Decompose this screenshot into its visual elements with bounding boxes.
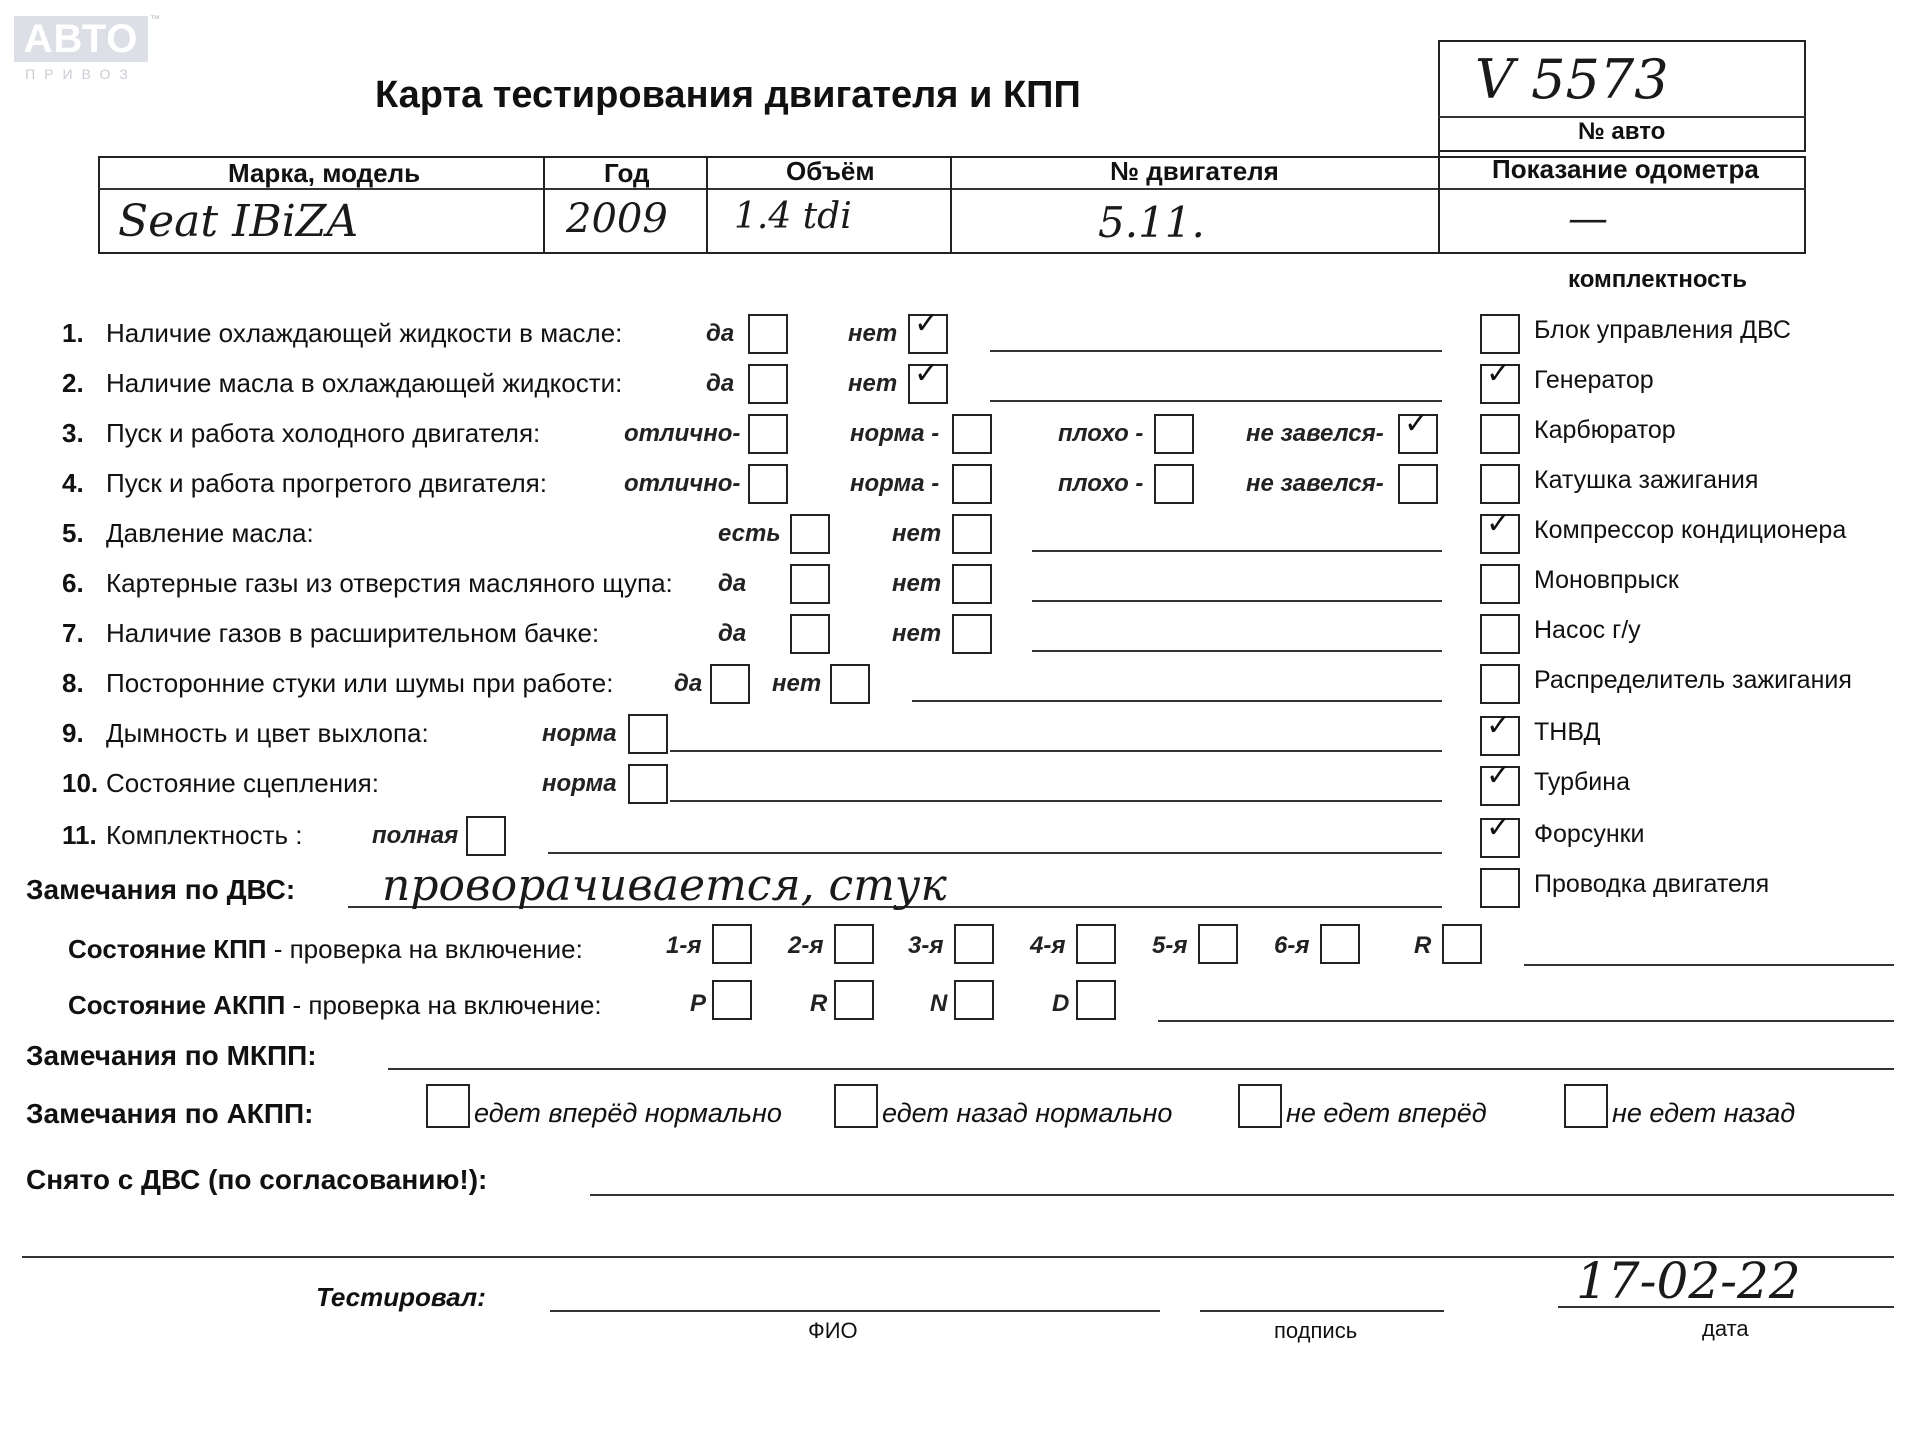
kpp-gear-checkbox[interactable] [1076,924,1116,964]
option-label: норма [542,770,617,797]
question-9-option-checkbox[interactable] [628,714,668,754]
akpp-mode-checkbox[interactable] [1076,980,1116,1020]
option-label: да [718,620,747,647]
option-label: не завелся- [1246,420,1384,447]
removed-label: Снято с ДВС (по согласованию!): [26,1164,488,1195]
answer-line [1032,550,1442,552]
question-8-option-checkbox[interactable] [830,664,870,704]
logo-subtitle: ПРИВОЗ [25,66,137,82]
answer-line [912,700,1442,702]
check-mark-icon: ✓ [1404,406,1430,441]
kpp-gear-label: R [1414,932,1432,959]
question-text: Пуск и работа холодного двигателя: [106,418,541,448]
kpp-gear-label: 1-я [666,932,702,959]
option-label: норма - [850,470,940,497]
question-6-option-checkbox[interactable] [790,564,830,604]
value-brand-model: Seat IBiZA [118,196,359,247]
question-number: 11. [62,820,97,850]
option-label: нет [848,370,898,397]
akpp-remark-checkbox[interactable] [426,1084,470,1128]
question-4-option-checkbox[interactable] [1154,464,1194,504]
question-number: 5. [62,518,84,548]
question-6-option-checkbox[interactable] [952,564,992,604]
check-mark-icon: ✓ [1486,708,1512,743]
akpp-remark-label: не едет вперёд [1286,1098,1487,1128]
akpp-remark-checkbox[interactable] [834,1084,878,1128]
question-1-option-checkbox[interactable] [908,306,948,354]
component-label: Карбюратор [1534,416,1676,444]
akpp-mode-label: R [810,990,828,1017]
question-text: Комплектность : [106,820,303,850]
akpp-remarks-label: Замечания по АКПП: [26,1098,314,1129]
akpp-remark-checkbox[interactable] [1564,1084,1608,1128]
akpp-remark-label: едет назад нормально [882,1098,1173,1128]
question-text: Дымность и цвет выхлопа: [106,718,429,748]
date-value: 17-02-22 [1576,1252,1801,1310]
kpp-gear-checkbox[interactable] [834,924,874,964]
option-label: да [706,370,735,397]
kpp-gear-label: 5-я [1152,932,1188,959]
value-odometer: — [1568,196,1608,242]
option-label: плохо - [1058,420,1144,447]
option-label: нет [892,620,942,647]
question-text: Состояние сцепления: [106,768,379,798]
component-checkbox[interactable] [1480,464,1520,504]
check-mark-icon: ✓ [914,306,940,341]
logo: АВТО [14,16,148,62]
akpp-mode-label: P [690,990,707,1017]
akpp-mode-checkbox[interactable] [954,980,994,1020]
question-number: 3. [62,418,84,448]
question-number: 1. [62,318,84,348]
value-engine-number: 5.11. [1098,198,1205,247]
answer-line [670,750,1442,752]
header-engine-number: № двигателя [1110,156,1279,186]
option-label: да [674,670,703,697]
answer-line [990,350,1442,352]
question-number: 4. [62,468,84,498]
question-1-option-checkbox[interactable] [748,314,788,354]
component-label: Турбина [1534,768,1630,796]
engine-remarks-label: Замечания по ДВС: [26,874,296,905]
component-checkbox[interactable] [1480,314,1520,354]
question-number: 6. [62,568,84,598]
car-number-label: № авто [1578,118,1666,145]
tested-label: Тестировал: [316,1282,486,1312]
question-number: 8. [62,668,84,698]
question-number: 9. [62,718,84,748]
question-7-option-checkbox[interactable] [952,614,992,654]
kpp-gear-label: 6-я [1274,932,1310,959]
question-number: 2. [62,368,84,398]
question-10-option-checkbox[interactable] [628,764,668,804]
value-volume: 1.4 tdi [734,196,852,237]
question-number: 7. [62,618,84,648]
option-label: норма - [850,420,940,447]
kpp-gear-label: 4-я [1030,932,1066,959]
akpp-label [68,990,602,1021]
component-checkbox[interactable] [1480,868,1520,908]
component-label: Катушка зажигания [1534,466,1759,494]
component-checkbox[interactable] [1480,708,1520,756]
option-label: да [718,570,747,597]
question-5-option-checkbox[interactable] [952,514,992,554]
answer-line [548,852,1442,854]
question-number: 10. [62,768,99,798]
component-checkbox[interactable] [1480,356,1520,404]
akpp-mode-checkbox[interactable] [834,980,874,1020]
kpp-gear-label: 3-я [908,932,944,959]
logo-trademark: ™ [150,14,160,25]
header-volume: Объём [786,156,875,186]
component-label: Проводка двигателя [1534,870,1770,898]
page-title: Карта тестирования двигателя и КПП [375,74,1081,116]
question-3-option-checkbox[interactable] [1154,414,1194,454]
question-7-option-checkbox[interactable] [790,614,830,654]
component-label: Моновпрыск [1534,566,1679,594]
date-caption: дата [1702,1316,1749,1341]
question-text: Давление масла: [106,518,314,548]
car-number-value: V 5573 [1475,48,1669,111]
question-text: Посторонние стуки или шумы при работе: [106,668,614,698]
check-mark-icon: ✓ [1486,506,1512,541]
question-4-option-checkbox[interactable] [952,464,992,504]
mkpp-remarks-label: Замечания по МКПП: [26,1040,317,1071]
option-label: норма [542,720,617,747]
question-8-option-checkbox[interactable] [710,664,750,704]
component-label: Насос г/у [1534,616,1641,644]
question-3-option-checkbox[interactable] [952,414,992,454]
kpp-label [68,934,583,965]
question-4-option-checkbox[interactable] [1398,464,1438,504]
option-label: отлично- [624,420,741,447]
fio-caption: ФИО [808,1318,858,1343]
check-mark-icon: ✓ [1486,356,1512,391]
check-mark-icon: ✓ [1486,758,1512,793]
question-11-option-checkbox[interactable] [466,816,506,856]
component-checkbox[interactable] [1480,810,1520,858]
akpp-remark-label: не едет назад [1612,1098,1796,1128]
akpp-label-bold: Состояние АКПП [68,990,286,1020]
question-text: Пуск и работа прогретого двигателя: [106,468,547,498]
akpp-mode-checkbox[interactable] [712,980,752,1020]
component-checkbox[interactable] [1480,414,1520,454]
answer-line [1032,650,1442,652]
kpp-gear-checkbox[interactable] [954,924,994,964]
component-label: Генератор [1534,366,1654,394]
question-3-option-checkbox[interactable] [1398,406,1438,454]
value-year: 2009 [566,196,668,242]
component-checkbox[interactable] [1480,758,1520,806]
check-mark-icon: ✓ [1486,810,1512,845]
question-2-option-checkbox[interactable] [748,364,788,404]
akpp-mode-label: N [930,990,948,1017]
question-4-option-checkbox[interactable] [748,464,788,504]
answer-line [670,800,1442,802]
component-label: Форсунки [1534,820,1645,848]
question-text: Наличие охлаждающей жидкости в масле: [106,318,623,348]
akpp-remark-checkbox[interactable] [1238,1084,1282,1128]
option-label: нет [892,520,942,547]
kpp-gear-label: 2-я [788,932,824,959]
option-label: нет [892,570,942,597]
akpp-label-rest: - проверка на включение: [285,990,602,1020]
header-odometer: Показание одометра [1492,154,1759,184]
signature-caption: подпись [1274,1318,1358,1343]
question-text: Наличие масла в охлаждающей жидкости: [106,368,623,398]
option-label: да [706,320,735,347]
option-label: есть [718,520,781,547]
component-checkbox[interactable] [1480,614,1520,654]
answer-line [1032,600,1442,602]
option-label: нет [848,320,898,347]
component-label: ТНВД [1534,718,1601,746]
question-5-option-checkbox[interactable] [790,514,830,554]
question-2-option-checkbox[interactable] [908,356,948,404]
option-label: нет [772,670,822,697]
check-mark-icon: ✓ [914,356,940,391]
component-label: Компрессор кондиционера [1534,516,1847,544]
kpp-gear-checkbox[interactable] [712,924,752,964]
kpp-gear-checkbox[interactable] [1442,924,1482,964]
header-brand-model: Марка, модель [228,158,421,188]
component-checkbox[interactable] [1480,564,1520,604]
component-label: Блок управления ДВС [1534,316,1791,344]
question-text: Картерные газы из отверстия масляного щупа: [106,568,673,598]
akpp-mode-label: D [1052,990,1070,1017]
engine-remarks-value: проворачивается, стук [382,860,947,911]
option-label: не завелся- [1246,470,1384,497]
kpp-label-bold: Состояние КПП [68,934,267,964]
component-label: Распределитель зажигания [1534,666,1852,694]
kpp-gear-checkbox[interactable] [1198,924,1238,964]
kpp-label-rest: - проверка на включение: [266,934,583,964]
component-checkbox[interactable] [1480,506,1520,554]
kpp-gear-checkbox[interactable] [1320,924,1360,964]
answer-line [990,400,1442,402]
option-label: отлично- [624,470,741,497]
question-3-option-checkbox[interactable] [748,414,788,454]
akpp-remark-label: едет вперёд нормально [474,1098,782,1128]
completeness-title: комплектность [1568,266,1748,293]
header-year: Год [604,158,650,188]
component-checkbox[interactable] [1480,664,1520,704]
question-text: Наличие газов в расширительном бачке: [106,618,600,648]
option-label: полная [372,822,459,849]
option-label: плохо - [1058,470,1144,497]
